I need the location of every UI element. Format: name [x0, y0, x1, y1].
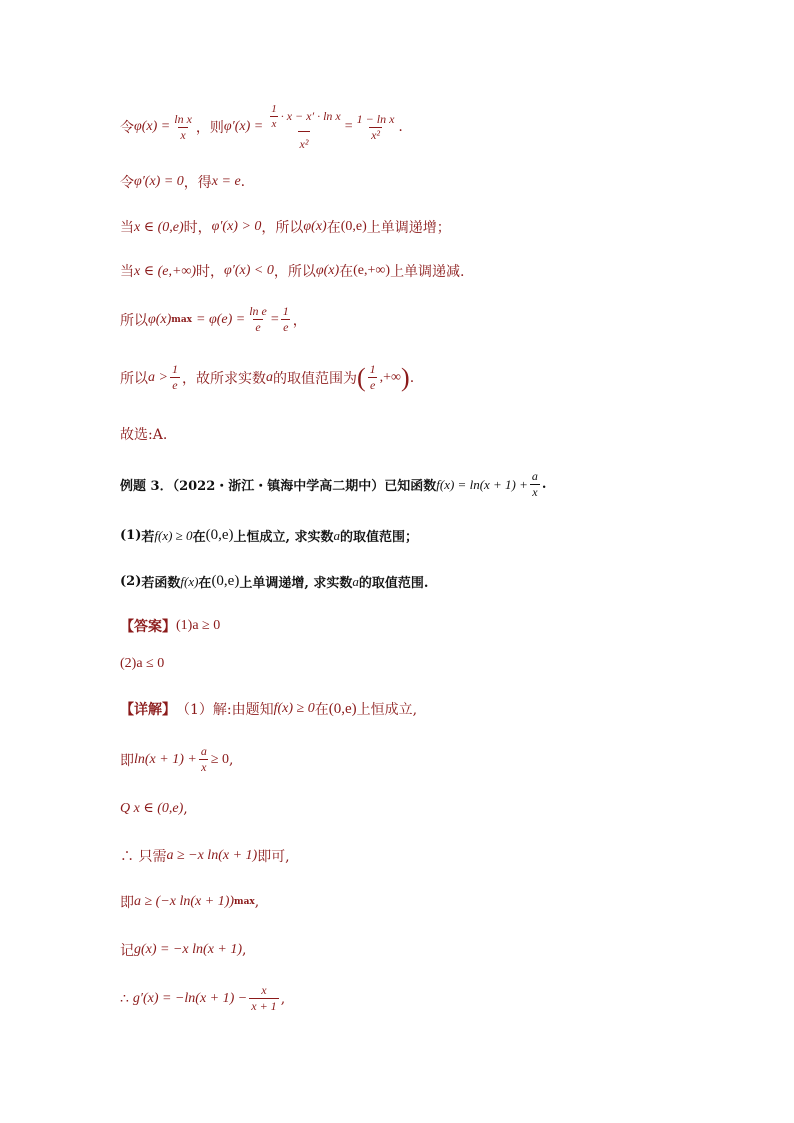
math-phi-prime: φ′(x) = [223, 119, 264, 135]
question-part-2: (2) 若函数 f(x) 在 (0,e) 上单调递增, 求实数 a 的取值范围. [120, 573, 429, 591]
detail-line-2: 即 ln(x + 1) + $\frac{a}{x}$ ≥ 0 , [120, 744, 234, 775]
detail-line-3: Q x ∈ (0,e) , [120, 800, 188, 817]
derivation-line-5: 所以 φ(x) max = φ(e) = $\frac{\text{ln e}}{e}$ = $\frac{1}{e}$ ， [120, 304, 307, 335]
derivation-line-4: 当 x ∈ (e,+∞) 时， φ′(x) < 0 ，所以 φ(x) 在 (e,+∞) 上单调递减. [120, 263, 465, 280]
answer-part-2: (2)a ≤ 0 [120, 656, 165, 671]
fraction-1-over-e: $\frac{1}{e}$ [282, 304, 289, 335]
detail-line-7: ∴ g′(x) = −ln(x + 1) − $\frac{x}{x + 1}$ , [120, 983, 286, 1014]
answer-label-line: 【答案】 (1)a ≥ 0 [120, 618, 221, 635]
math-equals: = [344, 119, 353, 135]
derivation-line-6: 所以 a > $\frac{1}{e}$ ，故所求实数 a 的取值范围为 ( $\frac{1}{e}$ ,+∞ ) . [120, 362, 415, 393]
fraction-lne-over-e: $\frac{\text{ln e}}{e}$ [249, 304, 267, 335]
derivation-line-3: 当 x ∈ (0,e) 时， φ′(x) > 0 ，所以 φ(x) 在 (0,e) 上单调递增； [120, 219, 451, 236]
example-3-title: 例题 3．（2022・浙江・镇海中学高二期中）已知函数 f(x) = ln(x + 1) + $\frac{a}{x}$ . [120, 469, 547, 500]
detail-line-4: ∴ 只需 a ≥ −x ln(x + 1) 即可, [120, 848, 290, 865]
text-ze: ，则 [195, 120, 224, 137]
fraction-quotient-rule: $\frac{1}{x}$ · x − x′ · ln x x² [271, 103, 341, 152]
detail-line-1: 【详解】 （1）解:由题知 f(x) ≥ 0 在 (0,e) 上恒成立, [120, 700, 418, 718]
fraction-lnx-over-x: $\frac{\text{ln x}}{x}$ [174, 111, 192, 142]
question-part-1: (1) 若 f(x) ≥ 0 在 (0,e) 上恒成立, 求实数 a 的取值范围； [120, 527, 419, 545]
text-ling: 令 [120, 120, 134, 137]
fraction-1-minus-lnx: $\frac{\text{1 − ln x}}{\text{x²}}$ [356, 111, 395, 142]
detail-line-5: 即 a ≥ (−x ln(x + 1)) max , [120, 894, 260, 911]
derivation-line-2: 令 φ′(x) = 0 ，得 x = e . [120, 174, 246, 191]
math-phi-prime-zero: φ′(x) = 0 [134, 174, 184, 189]
derivation-line-1: 令 φ(x) = $\frac{\text{ln x}}{x}$ ，则 φ′(x) = $\frac{1}{x}$ · x − x′ · ln x x² = $\frac{\text{1 − ln x}}{\text{x²}}$ . [120, 103, 403, 152]
math-x-equals-e: x = e [211, 174, 241, 189]
math-phi: φ(x) = [134, 119, 171, 135]
answer-choice: 故选:A. [120, 427, 168, 443]
detail-line-6: 记 g(x) = −x ln(x + 1) , [120, 942, 247, 959]
